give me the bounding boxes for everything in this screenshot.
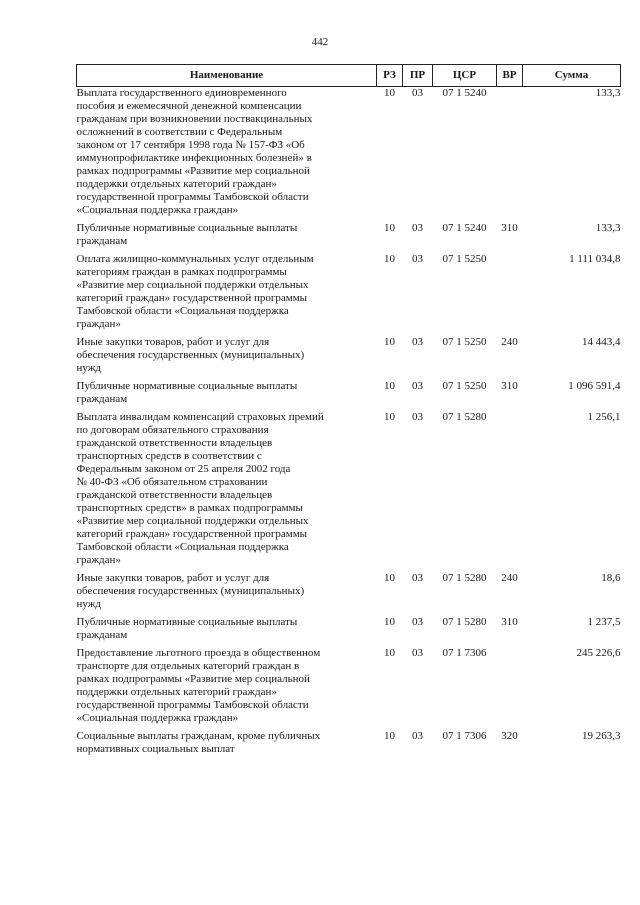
row-csr: 07 1 7306	[442, 647, 487, 659]
row-name	[77, 253, 377, 331]
row-name-line: Выплата государственного единовременного	[76, 87, 287, 99]
table-row	[77, 380, 621, 406]
row-vr	[497, 253, 523, 331]
row-name-line: обеспечения государственных (муниципальных)	[76, 349, 305, 361]
row-sum: 245 226,6	[576, 647, 621, 659]
row-sum: 133,3	[595, 87, 621, 99]
row-rz: 10	[384, 572, 395, 584]
table-row	[77, 647, 621, 725]
row-name	[77, 380, 377, 406]
row-name	[77, 222, 377, 248]
row-csr: 07 1 5240	[442, 87, 487, 99]
row-vr: 310	[501, 616, 518, 628]
header-sum: Сумма	[523, 65, 621, 87]
table-row	[77, 253, 621, 331]
row-name-line: нормативных социальных выплат	[76, 743, 235, 755]
row-sum: 1 256,1	[587, 411, 621, 423]
header-rz: РЗ	[377, 65, 403, 87]
row-pr: 03	[412, 647, 423, 659]
row-name	[77, 647, 377, 725]
row-name-line: транспорте для отдельных категорий граждан в	[76, 660, 300, 672]
row-name-line: граждан»	[76, 318, 121, 330]
row-pr: 03	[412, 411, 423, 423]
row-rz: 10	[384, 647, 395, 659]
row-name-line: № 40-ФЗ «Об обязательном страховании	[76, 476, 268, 488]
row-rz: 10	[384, 222, 395, 234]
row-name-line: граждан»	[76, 554, 121, 566]
row-name-line: гражданам	[76, 629, 128, 641]
table-row	[77, 572, 621, 611]
row-name-line: Иные закупки товаров, работ и услуг для	[76, 572, 270, 584]
row-rz: 10	[384, 730, 395, 742]
row-name-line: иммунопрофилактике инфекционных болезней» в	[76, 152, 312, 164]
table-row	[77, 730, 621, 756]
row-name	[77, 730, 377, 756]
row-name-line: Иные закупки товаров, работ и услуг для	[76, 336, 270, 348]
row-sum: 18,6	[601, 572, 621, 584]
row-name	[77, 616, 377, 642]
row-sum: 1 111 034,8	[569, 253, 621, 265]
row-name-line: гражданской ответственности владельцев	[76, 489, 273, 501]
row-name-line: государственной программы Тамбовской области	[76, 699, 309, 711]
row-name-line: рамках подпрограммы «Развитие мер социальной	[76, 673, 310, 685]
row-vr	[497, 411, 523, 567]
row-sum: 1 237,5	[587, 616, 621, 628]
header-name: Наименование	[77, 65, 377, 87]
header-vr: ВР	[497, 65, 523, 87]
row-vr: 310	[501, 222, 518, 234]
row-sum: 14 443,4	[582, 336, 621, 348]
row-name-line: нужд	[76, 362, 101, 374]
row-csr: 07 1 5250	[442, 336, 487, 348]
row-name-line: Федеральным законом от 25 апреля 2002 года	[76, 463, 291, 475]
row-pr: 03	[412, 380, 423, 392]
row-pr: 03	[412, 336, 423, 348]
row-pr: 03	[412, 222, 423, 234]
row-rz: 10	[384, 616, 395, 628]
row-name-line: по договорам обязательного страхования	[76, 424, 269, 436]
row-name	[77, 336, 377, 375]
row-name-line: поддержки отдельных категорий граждан»	[76, 686, 277, 698]
table-row	[77, 616, 621, 642]
row-name-line: Публичные нормативные социальные выплаты	[76, 380, 298, 392]
row-name-line: пособия и ежемесячной денежной компенсации	[76, 100, 302, 112]
page-number: 442	[311, 36, 329, 48]
row-pr: 03	[412, 572, 423, 584]
row-rz: 10	[384, 336, 395, 348]
row-csr: 07 1 5280	[442, 616, 487, 628]
row-name-line: Тамбовской области «Социальная поддержка	[76, 305, 289, 317]
row-vr	[497, 87, 523, 218]
row-name-line: рамках подпрограммы «Развитие мер социальной	[76, 165, 310, 177]
table-row	[77, 336, 621, 375]
row-name-line: государственной программы Тамбовской области	[76, 191, 309, 203]
row-name-line: Тамбовской области «Социальная поддержка	[76, 541, 289, 553]
row-csr: 07 1 5280	[442, 572, 487, 584]
row-name-line: транспортных средств в соответствии с	[76, 450, 262, 462]
row-rz: 10	[384, 253, 395, 265]
row-name-line: Социальные выплаты гражданам, кроме публичных	[76, 730, 321, 742]
row-name-line: гражданской ответственности владельцев	[76, 437, 273, 449]
row-vr	[497, 647, 523, 725]
table-body	[77, 87, 621, 757]
row-name-line: Выплата инвалидам компенсаций страховых премий	[76, 411, 324, 423]
row-name-line: гражданам при возникновении поствакцинальных	[76, 113, 313, 125]
row-name	[77, 572, 377, 611]
table-row	[77, 411, 621, 567]
row-rz: 10	[384, 380, 395, 392]
row-csr: 07 1 5250	[442, 380, 487, 392]
row-pr: 03	[412, 253, 423, 265]
table-row	[77, 222, 621, 248]
row-name-line: поддержки отдельных категорий граждан»	[76, 178, 277, 190]
row-name-line: осложнений в соответствии с Федеральным	[76, 126, 283, 138]
row-pr: 03	[412, 730, 423, 742]
row-csr: 07 1 7306	[442, 730, 487, 742]
row-csr: 07 1 5240	[442, 222, 487, 234]
row-name-line: Оплата жилищно-коммунальных услуг отдельным	[76, 253, 314, 265]
row-name-line: «Социальная поддержка граждан»	[76, 712, 239, 724]
row-name-line: категорий граждан» государственной программы	[76, 292, 308, 304]
row-rz: 10	[384, 87, 395, 99]
header-csr: ЦСР	[433, 65, 497, 87]
row-vr: 240	[501, 336, 518, 348]
table-header-row	[77, 65, 621, 87]
row-name	[77, 411, 377, 567]
row-name-line: Публичные нормативные социальные выплаты	[76, 616, 298, 628]
row-name-line: гражданам	[76, 235, 128, 247]
row-vr: 240	[501, 572, 518, 584]
row-name-line: гражданам	[76, 393, 128, 405]
row-csr: 07 1 5250	[442, 253, 487, 265]
row-name	[77, 87, 377, 218]
row-name-line: транспортных средств» в рамках подпрограммы	[76, 502, 303, 514]
budget-table	[76, 64, 621, 756]
row-name-line: категорий граждан» государственной программы	[76, 528, 308, 540]
row-name-line: обеспечения государственных (муниципальных)	[76, 585, 305, 597]
header-pr: ПР	[403, 65, 433, 87]
row-name-line: «Социальная поддержка граждан»	[76, 204, 239, 216]
row-pr: 03	[412, 616, 423, 628]
row-name-line: категориям граждан в рамках подпрограммы	[76, 266, 287, 278]
row-pr: 03	[412, 87, 423, 99]
row-name-line: нужд	[76, 598, 101, 610]
row-sum: 133,3	[595, 222, 621, 234]
table-row	[77, 87, 621, 218]
row-sum: 19 263,3	[582, 730, 621, 742]
row-name-line: законом от 17 сентября 1998 года № 157-ФЗ «Об	[76, 139, 305, 151]
row-vr: 310	[501, 380, 518, 392]
row-name-line: Предоставление льготного проезда в общественном	[76, 647, 321, 659]
row-rz: 10	[384, 411, 395, 423]
row-name-line: «Развитие мер социальной поддержки отдельных	[76, 515, 309, 527]
row-sum: 1 096 591,4	[568, 380, 621, 392]
row-csr: 07 1 5280	[442, 411, 487, 423]
row-name-line: «Развитие мер социальной поддержки отдельных	[76, 279, 309, 291]
row-name-line: Публичные нормативные социальные выплаты	[76, 222, 298, 234]
row-vr: 320	[501, 730, 518, 742]
